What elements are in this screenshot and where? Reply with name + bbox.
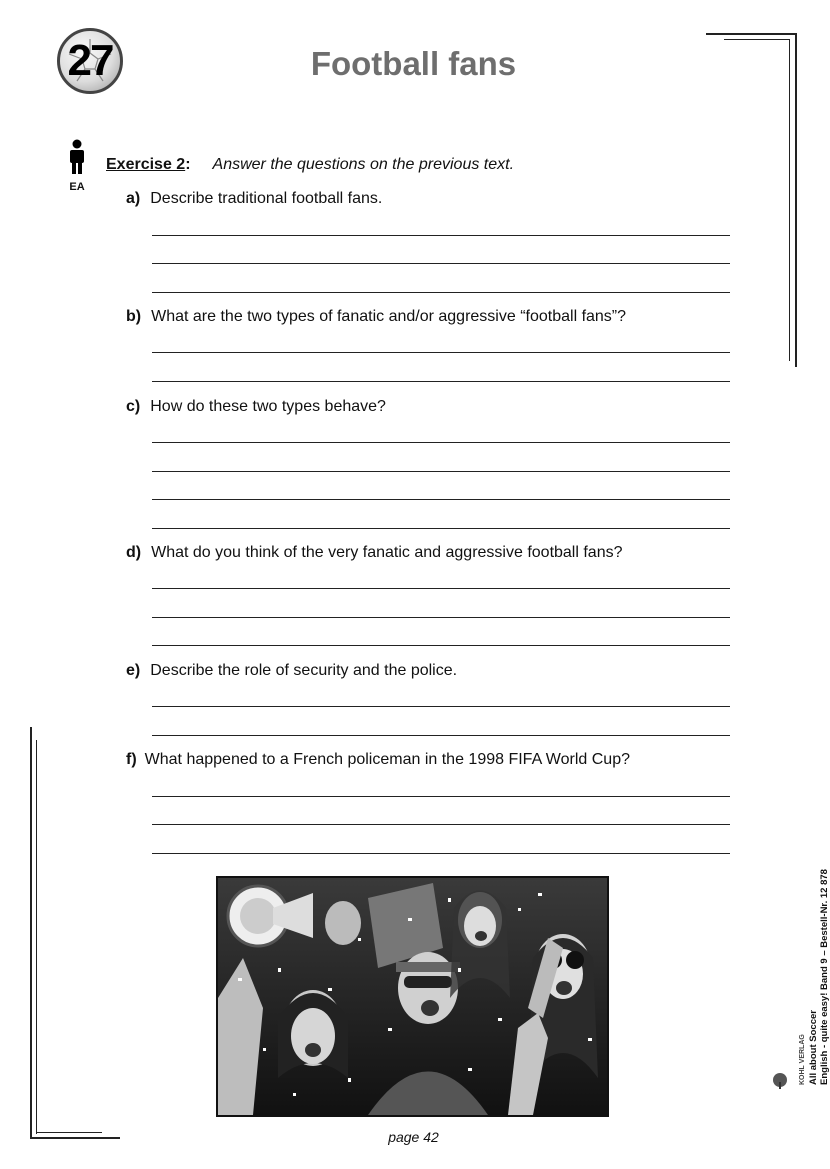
exercise-heading: [106, 155, 514, 175]
question-letter: d): [126, 544, 142, 561]
question-text: What are the two types of fanatic and/or aggressive “football fans”?: [151, 308, 627, 325]
exercise-colon: :: [185, 156, 191, 173]
ea-label: EA: [69, 181, 85, 193]
frame-line: [724, 39, 790, 40]
question-letter: a): [126, 190, 141, 207]
answer-line[interactable]: [152, 292, 730, 293]
answer-line[interactable]: [152, 352, 730, 353]
answer-line[interactable]: [152, 263, 730, 264]
badge-number: 27: [67, 36, 113, 85]
fans-photo: [216, 876, 609, 1117]
exercise-instruction: Answer the questions on the previous text.: [212, 156, 515, 173]
sidebar-line2: English - quite easy! Band 9 – Bestell-Nr. 12 878: [819, 869, 830, 1085]
question-text: What happened to a French policeman in the 1998 FIFA World Cup?: [144, 751, 630, 768]
person-icon: [66, 139, 88, 175]
sidebar-text: [797, 869, 830, 1085]
question-text: Describe the role of security and the police.: [150, 662, 458, 679]
cheering-fans-image: [218, 878, 607, 1115]
tree-icon: [768, 1050, 792, 1090]
page-title: Football fans: [310, 45, 517, 82]
answer-line[interactable]: [152, 706, 730, 707]
frame-line: [706, 33, 797, 35]
answer-line[interactable]: [152, 499, 730, 500]
question-text: Describe traditional football fans.: [150, 190, 383, 207]
sidebar-line1: All about Soccer: [808, 1010, 819, 1085]
question-text: What do you think of the very fanatic and aggressive football fans?: [151, 544, 623, 561]
answer-line[interactable]: [152, 528, 730, 529]
publisher-logo: [768, 1050, 792, 1090]
answer-line[interactable]: [152, 796, 730, 797]
frame-line: [789, 39, 790, 361]
answer-line[interactable]: [152, 381, 730, 382]
frame-line: [36, 740, 37, 1134]
question-letter: b): [126, 308, 142, 325]
answer-line[interactable]: [152, 617, 730, 618]
answer-line[interactable]: [152, 853, 730, 854]
answer-line[interactable]: [152, 824, 730, 825]
page-number: page 42: [388, 1129, 439, 1145]
question-d: [126, 543, 623, 563]
answer-line[interactable]: [152, 471, 730, 472]
exercise-label: Exercise 2: [106, 156, 186, 173]
answer-line[interactable]: [152, 735, 730, 736]
answer-line[interactable]: [152, 588, 730, 589]
question-a: [126, 189, 382, 209]
question-letter: f): [126, 751, 137, 768]
question-c: [126, 397, 386, 417]
sidebar-publisher: KOHL VERLAG: [799, 1034, 806, 1085]
question-e: [126, 661, 457, 681]
question-letter: e): [126, 662, 141, 679]
answer-line[interactable]: [152, 442, 730, 443]
question-text: How do these two types behave?: [150, 398, 386, 415]
question-b: [126, 307, 626, 327]
answer-line[interactable]: [152, 645, 730, 646]
answer-line[interactable]: [152, 235, 730, 236]
frame-line: [30, 727, 32, 1139]
question-letter: c): [126, 398, 141, 415]
question-f: [126, 750, 630, 770]
